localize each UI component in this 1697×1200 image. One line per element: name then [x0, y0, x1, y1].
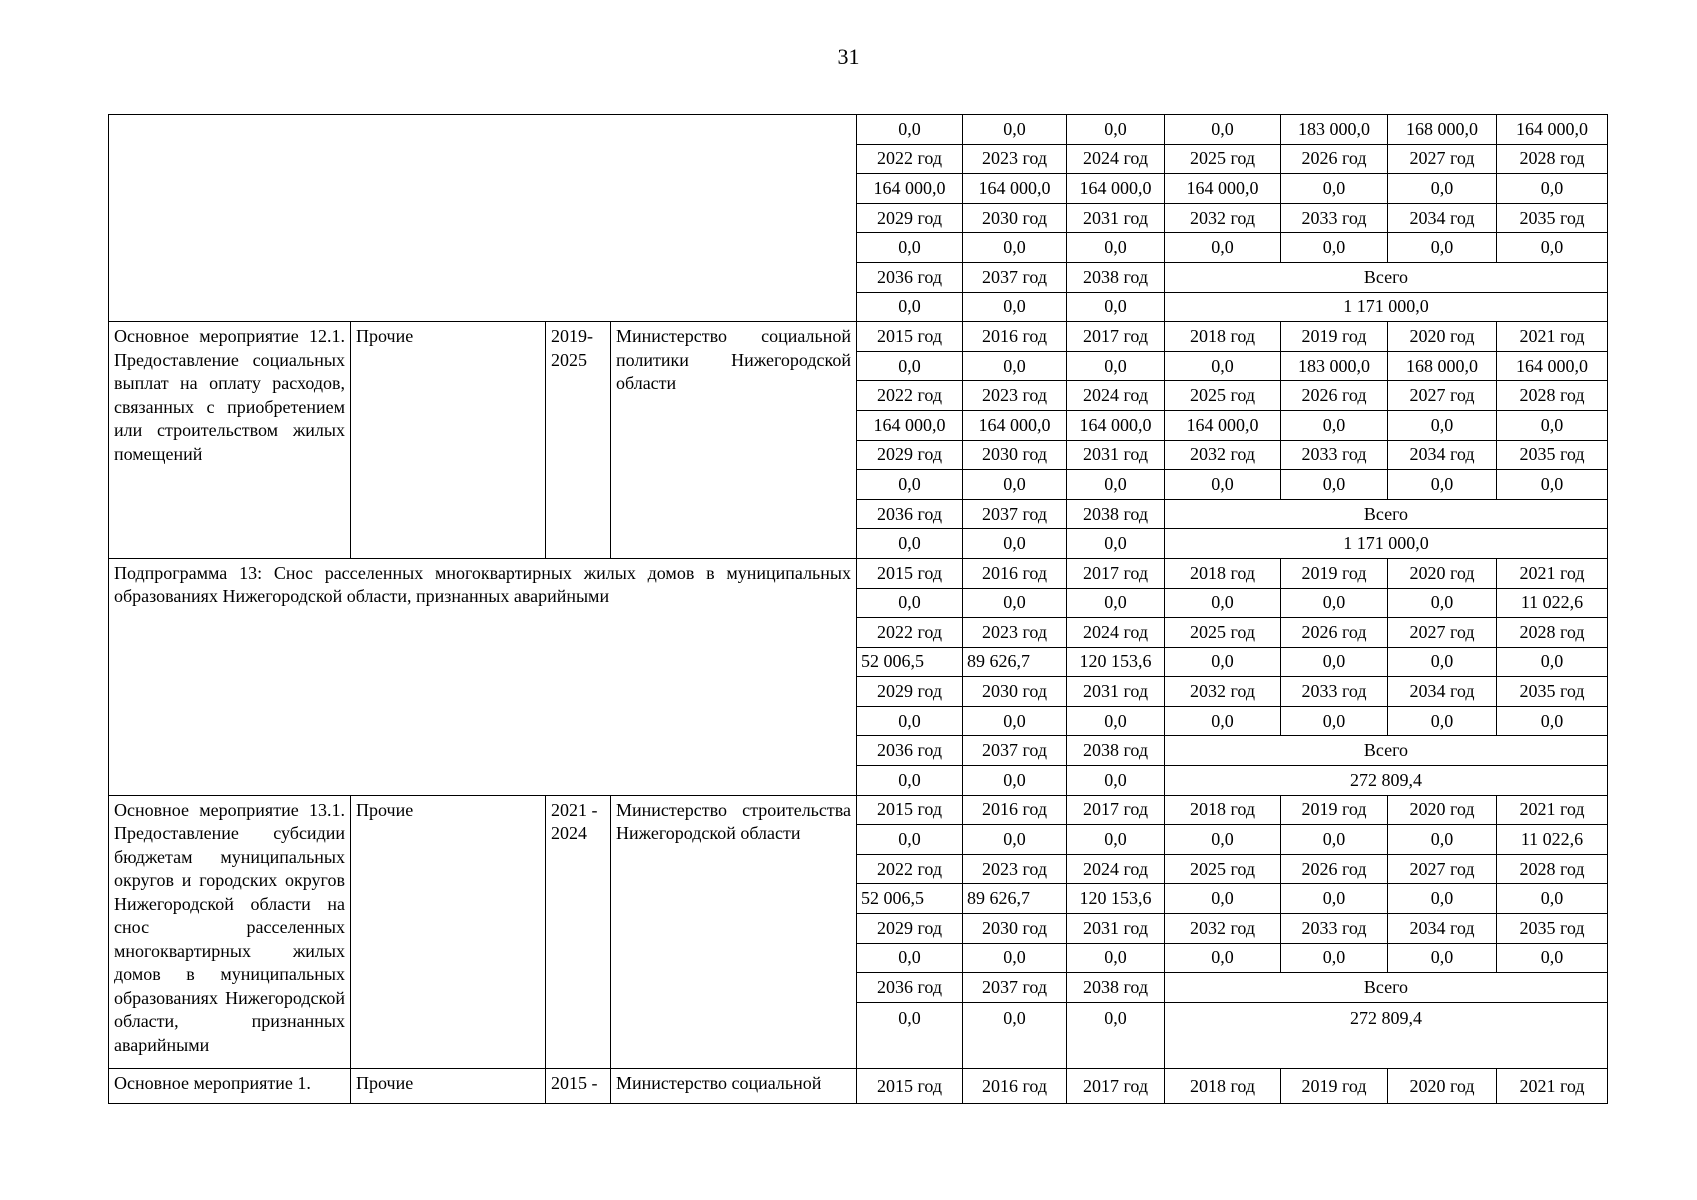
- amount-cell: 0,0: [1388, 825, 1497, 855]
- year-cell: 2020 год: [1388, 1068, 1497, 1104]
- amount-cell: 0,0: [1067, 470, 1165, 500]
- year-cell: 2019 год: [1281, 558, 1388, 588]
- year-cell: 2026 год: [1281, 381, 1388, 411]
- total-value-cell: 272 809,4: [1165, 766, 1608, 796]
- year-cell: 2035 год: [1497, 677, 1608, 707]
- year-cell: 2023 год: [963, 618, 1067, 648]
- year-cell: 2029 год: [857, 203, 963, 233]
- year-cell: 2021 год: [1497, 795, 1608, 825]
- year-cell: 2015 год: [857, 795, 963, 825]
- amount-cell: 0,0: [857, 233, 963, 263]
- program-table: [108, 114, 1608, 1104]
- amount-cell: 0,0: [857, 943, 963, 973]
- year-cell: 2026 год: [1281, 854, 1388, 884]
- amount-cell: 89 626,7: [963, 884, 1067, 914]
- year-cell: 2029 год: [857, 440, 963, 470]
- year-cell: 2024 год: [1067, 381, 1165, 411]
- amount-cell: 168 000,0: [1388, 351, 1497, 381]
- year-cell: 2036 год: [857, 262, 963, 292]
- year-cell: 2025 год: [1165, 381, 1281, 411]
- year-cell: 2038 год: [1067, 973, 1165, 1003]
- amount-cell: 0,0: [963, 470, 1067, 500]
- amount-cell: 11 022,6: [1497, 825, 1608, 855]
- amount-cell: 0,0: [1067, 588, 1165, 618]
- amount-cell: 164 000,0: [857, 410, 963, 440]
- amount-cell: 0,0: [1388, 174, 1497, 204]
- amount-cell: 0,0: [857, 292, 963, 322]
- amount-cell: 0,0: [1497, 410, 1608, 440]
- year-cell: 2038 год: [1067, 736, 1165, 766]
- amount-cell: 0,0: [857, 588, 963, 618]
- amount-cell: 0,0: [1497, 943, 1608, 973]
- year-cell: 2027 год: [1388, 854, 1497, 884]
- amount-cell: 0,0: [1388, 647, 1497, 677]
- amount-cell: 0,0: [1497, 706, 1608, 736]
- amount-cell: 0,0: [1165, 706, 1281, 736]
- year-cell: 2018 год: [1165, 1068, 1281, 1104]
- period-cell: 2015 -: [546, 1068, 611, 1104]
- period-cell: 2021 - 2024: [546, 795, 611, 1068]
- description-cell: [109, 115, 857, 322]
- amount-cell: 0,0: [1388, 706, 1497, 736]
- executor-cell: Прочие: [351, 322, 546, 559]
- year-cell: 2016 год: [963, 795, 1067, 825]
- description-cell: Подпрограмма 13: Снос расселенных многоквартирных жилых домов в муниципальных образованиях Нижегородской области, признанных аварийными: [109, 558, 857, 795]
- year-cell: 2018 год: [1165, 558, 1281, 588]
- amount-cell: 0,0: [1281, 233, 1388, 263]
- year-cell: 2021 год: [1497, 558, 1608, 588]
- amount-cell: 0,0: [1281, 884, 1388, 914]
- amount-cell: 0,0: [1281, 647, 1388, 677]
- amount-cell: 11 022,6: [1497, 588, 1608, 618]
- amount-cell: 0,0: [1281, 174, 1388, 204]
- amount-cell: 0,0: [1388, 884, 1497, 914]
- amount-cell: 164 000,0: [1165, 174, 1281, 204]
- year-cell: 2031 год: [1067, 677, 1165, 707]
- year-cell: 2032 год: [1165, 203, 1281, 233]
- year-cell: 2020 год: [1388, 558, 1497, 588]
- amount-cell: 0,0: [1497, 884, 1608, 914]
- table-body: [109, 115, 1608, 1104]
- amount-cell: 0,0: [1281, 410, 1388, 440]
- amount-cell: 0,0: [1165, 943, 1281, 973]
- amount-cell: 0,0: [963, 529, 1067, 559]
- year-cell: 2024 год: [1067, 618, 1165, 648]
- ministry-cell: Министерство социальной: [611, 1068, 857, 1104]
- year-cell: 2037 год: [963, 736, 1067, 766]
- measure-label-cell: Основное мероприятие 13.1. Предоставление субсидии бюджетам муниципальных округов и городских округов Нижегородской области на снос расселенных многоквартирных жилых домов в муниципальных образованиях Нижегородской области, признанных аварийными: [109, 795, 351, 1068]
- year-cell: 2020 год: [1388, 795, 1497, 825]
- amount-cell: 0,0: [1388, 588, 1497, 618]
- amount-cell: 0,0: [1165, 647, 1281, 677]
- year-cell: 2016 год: [963, 322, 1067, 352]
- year-cell: 2022 год: [857, 381, 963, 411]
- amount-cell: 0,0: [1281, 588, 1388, 618]
- amount-cell: 0,0: [1165, 233, 1281, 263]
- year-cell: 2025 год: [1165, 618, 1281, 648]
- year-cell: 2030 год: [963, 440, 1067, 470]
- year-cell: 2024 год: [1067, 854, 1165, 884]
- amount-cell: 0,0: [1067, 706, 1165, 736]
- year-cell: 2017 год: [1067, 322, 1165, 352]
- year-cell: 2037 год: [963, 262, 1067, 292]
- year-cell: 2023 год: [963, 381, 1067, 411]
- amount-cell: 0,0: [857, 351, 963, 381]
- executor-cell: Прочие: [351, 795, 546, 1068]
- amount-cell: 0,0: [1165, 884, 1281, 914]
- amount-cell: 0,0: [1281, 706, 1388, 736]
- year-cell: 2032 год: [1165, 440, 1281, 470]
- year-cell: 2022 год: [857, 144, 963, 174]
- amount-cell: 0,0: [1388, 943, 1497, 973]
- year-cell: 2020 год: [1388, 322, 1497, 352]
- amount-cell: 168 000,0: [1388, 115, 1497, 145]
- year-cell: 2029 год: [857, 677, 963, 707]
- year-cell: 2019 год: [1281, 1068, 1388, 1104]
- total-label-cell: Всего: [1165, 736, 1608, 766]
- amount-cell: 0,0: [857, 706, 963, 736]
- amount-cell: 0,0: [1067, 115, 1165, 145]
- amount-cell: 120 153,6: [1067, 647, 1165, 677]
- year-cell: 2033 год: [1281, 203, 1388, 233]
- ministry-cell: Министерство строительства Нижегородской области: [611, 795, 857, 1068]
- amount-cell: 0,0: [1388, 410, 1497, 440]
- amount-cell: 183 000,0: [1281, 115, 1388, 145]
- amount-cell: 164 000,0: [963, 174, 1067, 204]
- amount-cell: 0,0: [857, 470, 963, 500]
- year-cell: 2037 год: [963, 499, 1067, 529]
- amount-cell: 0,0: [1067, 351, 1165, 381]
- amount-cell: 0,0: [1281, 943, 1388, 973]
- amount-cell: 0,0: [963, 825, 1067, 855]
- amount-cell: 0,0: [963, 1002, 1067, 1068]
- total-label-cell: Всего: [1165, 973, 1608, 1003]
- year-cell: 2024 год: [1067, 144, 1165, 174]
- ministry-cell: Министерство социальной политики Нижегородской области: [611, 322, 857, 559]
- year-cell: 2031 год: [1067, 914, 1165, 944]
- year-cell: 2027 год: [1388, 144, 1497, 174]
- amount-cell: 0,0: [1067, 529, 1165, 559]
- amount-cell: 0,0: [857, 766, 963, 796]
- year-cell: 2035 год: [1497, 440, 1608, 470]
- year-cell: 2035 год: [1497, 914, 1608, 944]
- year-cell: 2023 год: [963, 144, 1067, 174]
- year-cell: 2023 год: [963, 854, 1067, 884]
- year-cell: 2021 год: [1497, 322, 1608, 352]
- amount-cell: 164 000,0: [1067, 410, 1165, 440]
- year-cell: 2034 год: [1388, 914, 1497, 944]
- year-cell: 2022 год: [857, 854, 963, 884]
- amount-cell: 0,0: [963, 766, 1067, 796]
- year-cell: 2028 год: [1497, 618, 1608, 648]
- amount-cell: 0,0: [857, 825, 963, 855]
- amount-cell: 0,0: [963, 292, 1067, 322]
- year-cell: 2019 год: [1281, 795, 1388, 825]
- year-cell: 2021 год: [1497, 1068, 1608, 1104]
- total-label-cell: Всего: [1165, 262, 1608, 292]
- amount-cell: 52 006,5: [857, 647, 963, 677]
- amount-cell: 0,0: [1165, 115, 1281, 145]
- amount-cell: 120 153,6: [1067, 884, 1165, 914]
- year-cell: 2030 год: [963, 203, 1067, 233]
- year-cell: 2015 год: [857, 322, 963, 352]
- year-cell: 2016 год: [963, 558, 1067, 588]
- amount-cell: 0,0: [1497, 233, 1608, 263]
- year-cell: 2018 год: [1165, 322, 1281, 352]
- amount-cell: 0,0: [1067, 292, 1165, 322]
- year-cell: 2028 год: [1497, 144, 1608, 174]
- year-cell: 2029 год: [857, 914, 963, 944]
- year-cell: 2025 год: [1165, 144, 1281, 174]
- amount-cell: 0,0: [963, 351, 1067, 381]
- amount-cell: 0,0: [963, 706, 1067, 736]
- amount-cell: 164 000,0: [1165, 410, 1281, 440]
- measure-label-cell: Основное мероприятие 12.1. Предоставление социальных выплат на оплату расходов, связанных с приобретением или строительством жилых помещений: [109, 322, 351, 559]
- year-cell: 2033 год: [1281, 914, 1388, 944]
- year-cell: 2038 год: [1067, 499, 1165, 529]
- table-row: [109, 558, 1608, 588]
- total-label-cell: Всего: [1165, 499, 1608, 529]
- amount-cell: 164 000,0: [1497, 351, 1608, 381]
- amount-cell: 0,0: [1165, 588, 1281, 618]
- year-cell: 2032 год: [1165, 677, 1281, 707]
- amount-cell: 89 626,7: [963, 647, 1067, 677]
- year-cell: 2036 год: [857, 973, 963, 1003]
- amount-cell: 0,0: [963, 115, 1067, 145]
- year-cell: 2037 год: [963, 973, 1067, 1003]
- amount-cell: 0,0: [963, 233, 1067, 263]
- measure-label-cell: Основное мероприятие 1.: [109, 1068, 351, 1104]
- amount-cell: 183 000,0: [1281, 351, 1388, 381]
- year-cell: 2033 год: [1281, 440, 1388, 470]
- year-cell: 2018 год: [1165, 795, 1281, 825]
- year-cell: 2025 год: [1165, 854, 1281, 884]
- amount-cell: 0,0: [963, 588, 1067, 618]
- amount-cell: 164 000,0: [1067, 174, 1165, 204]
- year-cell: 2026 год: [1281, 618, 1388, 648]
- amount-cell: 0,0: [963, 943, 1067, 973]
- amount-cell: 0,0: [1497, 647, 1608, 677]
- total-value-cell: 1 171 000,0: [1165, 529, 1608, 559]
- year-cell: 2028 год: [1497, 854, 1608, 884]
- year-cell: 2034 год: [1388, 677, 1497, 707]
- table-row: [109, 795, 1608, 825]
- amount-cell: 0,0: [1281, 470, 1388, 500]
- total-value-cell: 1 171 000,0: [1165, 292, 1608, 322]
- year-cell: 2032 год: [1165, 914, 1281, 944]
- amount-cell: 0,0: [1165, 470, 1281, 500]
- year-cell: 2019 год: [1281, 322, 1388, 352]
- year-cell: 2017 год: [1067, 795, 1165, 825]
- amount-cell: 0,0: [1165, 351, 1281, 381]
- year-cell: 2028 год: [1497, 381, 1608, 411]
- amount-cell: 0,0: [1388, 233, 1497, 263]
- year-cell: 2035 год: [1497, 203, 1608, 233]
- year-cell: 2031 год: [1067, 440, 1165, 470]
- year-cell: 2017 год: [1067, 1068, 1165, 1104]
- year-cell: 2016 год: [963, 1068, 1067, 1104]
- amount-cell: 0,0: [1067, 943, 1165, 973]
- amount-cell: 0,0: [1497, 470, 1608, 500]
- year-cell: 2026 год: [1281, 144, 1388, 174]
- amount-cell: 164 000,0: [857, 174, 963, 204]
- amount-cell: 0,0: [857, 115, 963, 145]
- amount-cell: 164 000,0: [1497, 115, 1608, 145]
- year-cell: 2036 год: [857, 499, 963, 529]
- executor-cell: Прочие: [351, 1068, 546, 1104]
- year-cell: 2036 год: [857, 736, 963, 766]
- amount-cell: 0,0: [857, 1002, 963, 1068]
- amount-cell: 0,0: [1281, 825, 1388, 855]
- amount-cell: 0,0: [1165, 825, 1281, 855]
- amount-cell: 0,0: [1497, 174, 1608, 204]
- year-cell: 2017 год: [1067, 558, 1165, 588]
- year-cell: 2030 год: [963, 677, 1067, 707]
- page-number: 31: [837, 44, 860, 69]
- amount-cell: 0,0: [1067, 233, 1165, 263]
- year-cell: 2022 год: [857, 618, 963, 648]
- total-value-cell: 272 809,4: [1165, 1002, 1608, 1068]
- year-cell: 2015 год: [857, 558, 963, 588]
- table-row: [109, 115, 1608, 145]
- amount-cell: 0,0: [857, 529, 963, 559]
- amount-cell: 0,0: [1067, 825, 1165, 855]
- amount-cell: 0,0: [1388, 470, 1497, 500]
- year-cell: 2034 год: [1388, 440, 1497, 470]
- year-cell: 2027 год: [1388, 381, 1497, 411]
- year-cell: 2015 год: [857, 1068, 963, 1104]
- year-cell: 2031 год: [1067, 203, 1165, 233]
- table-row: [109, 1068, 1608, 1104]
- year-cell: 2027 год: [1388, 618, 1497, 648]
- year-cell: 2034 год: [1388, 203, 1497, 233]
- year-cell: 2038 год: [1067, 262, 1165, 292]
- year-cell: 2033 год: [1281, 677, 1388, 707]
- table-row: [109, 322, 1608, 352]
- amount-cell: 0,0: [1067, 766, 1165, 796]
- year-cell: 2030 год: [963, 914, 1067, 944]
- period-cell: 2019-2025: [546, 322, 611, 559]
- amount-cell: 52 006,5: [857, 884, 963, 914]
- amount-cell: 164 000,0: [963, 410, 1067, 440]
- amount-cell: 0,0: [1067, 1002, 1165, 1068]
